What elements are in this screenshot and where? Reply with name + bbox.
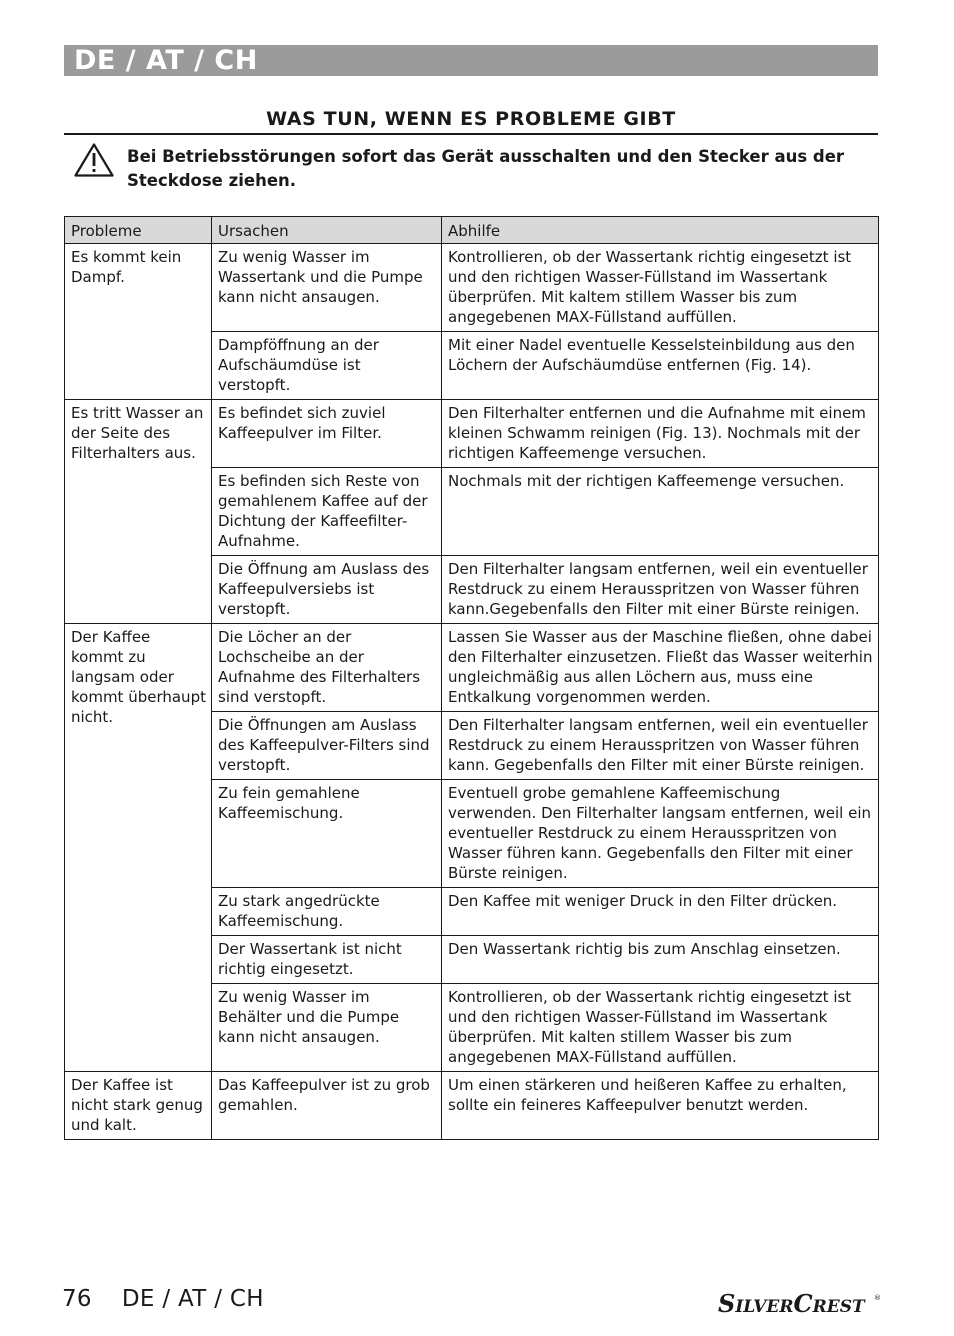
remedy-cell: Eventuell grobe gemahlene Kaffeemischung verwenden. Den Filterhalter langsam entfernen, weil ein eventueller Restdruck zu einem Herausspritzen von Wasser führen kann. Gegebenfalls den Filter mit einer Bürste reinigen.	[442, 780, 879, 888]
column-header-problems: Probleme	[65, 217, 212, 244]
table-row	[65, 1072, 879, 1140]
table-row	[65, 244, 879, 332]
table-row	[65, 624, 879, 712]
remedy-cell: Lassen Sie Wasser aus der Maschine fließen, ohne dabei den Filterhalter einzusetzen. Fließt das Wasser weiterhin ungleichmäßig aus allen Löchern aus, muss eine Entkalkung vorgenommen werden.	[442, 624, 879, 712]
cause-cell: Dampföffnung an der Aufschäumdüse ist verstopft.	[212, 332, 442, 400]
table-header-row	[65, 217, 879, 244]
remedy-cell: Den Wassertank richtig bis zum Anschlag einsetzen.	[442, 936, 879, 984]
cause-cell: Zu stark angedrückte Kaffeemischung.	[212, 888, 442, 936]
problem-cell: Der Kaffee kommt zu langsam oder kommt überhaupt nicht.	[65, 624, 212, 1072]
cause-cell: Die Öffnung am Auslass des Kaffeepulversiebs ist verstopft.	[212, 556, 442, 624]
cause-cell: Es befindet sich zuviel Kaffeepulver im Filter.	[212, 400, 442, 468]
page-number: 76	[62, 1286, 92, 1312]
remedy-cell: Den Filterhalter langsam entfernen, weil ein eventueller Restdruck zu einem Herausspritzen von Wasser führen kann.Gegebenfalls den Filter mit einer Bürste reinigen.	[442, 556, 879, 624]
remedy-cell: Um einen stärkeren und heißeren Kaffee zu erhalten, sollte ein feineres Kaffeepulver benutzt werden.	[442, 1072, 879, 1140]
cause-cell: Zu wenig Wasser im Wassertank und die Pumpe kann nicht ansaugen.	[212, 244, 442, 332]
cause-cell: Das Kaffeepulver ist zu grob gemahlen.	[212, 1072, 442, 1140]
cause-cell: Zu wenig Wasser im Behälter und die Pumpe kann nicht ansaugen.	[212, 984, 442, 1072]
remedy-cell: Den Kaffee mit weniger Druck in den Filter drücken.	[442, 888, 879, 936]
section-title: WAS TUN, WENN ES PROBLEME GIBT	[266, 108, 676, 130]
cause-cell: Zu fein gemahlene Kaffeemischung.	[212, 780, 442, 888]
column-header-remedy: Abhilfe	[442, 217, 879, 244]
remedy-cell: Kontrollieren, ob der Wassertank richtig eingesetzt ist und den richtigen Wasser-Füllstand im Wassertank überprüfen. Mit kaltem stillem Wasser bis zum angegebenen MAX-Füllstand auffüllen.	[442, 244, 879, 332]
remedy-cell: Den Filterhalter langsam entfernen, weil ein eventueller Restdruck zu einem Herausspritzen von Wasser führen kann. Gegebenfalls den Filter mit einer Bürste reinigen.	[442, 712, 879, 780]
troubleshooting-table	[64, 216, 879, 1140]
remedy-cell: Nochmals mit der richtigen Kaffeemenge versuchen.	[442, 468, 879, 556]
header-bar	[64, 45, 878, 76]
problem-cell: Der Kaffee ist nicht stark genug und kalt.	[65, 1072, 212, 1140]
header-label: DE / AT / CH	[74, 45, 258, 76]
warning-text: Bei Betriebsstörungen sofort das Gerät ausschalten und den Stecker aus der Steckdose ziehen.	[127, 147, 845, 190]
table-row	[65, 400, 879, 468]
problem-cell: Es kommt kein Dampf.	[65, 244, 212, 400]
cause-cell: Die Löcher an der Lochscheibe an der Aufnahme des Filterhalters sind verstopft.	[212, 624, 442, 712]
svg-text:SILVERCREST: SILVERCREST	[718, 1290, 865, 1318]
svg-text:®: ®	[874, 1294, 881, 1302]
cause-cell: Der Wassertank ist nicht richtig eingesetzt.	[212, 936, 442, 984]
cause-cell: Es befinden sich Reste von gemahlenem Kaffee auf der Dichtung der Kaffeefilter-Aufnahme.	[212, 468, 442, 556]
page-footer	[62, 1286, 264, 1312]
remedy-cell: Kontrollieren, ob der Wassertank richtig eingesetzt ist und den richtigen Wasser-Füllstand im Wassertank überprüfen. Mit kalten stillem Wasser bis zum angegebenen MAX-Füllstand auffüllen.	[442, 984, 879, 1072]
footer-country: DE / AT / CH	[121, 1286, 264, 1312]
cause-cell: Die Öffnungen am Auslass des Kaffeepulver-Filters sind verstopft.	[212, 712, 442, 780]
column-header-causes: Ursachen	[212, 217, 442, 244]
remedy-cell: Mit einer Nadel eventuelle Kesselsteinbildung aus den Löchern der Aufschäumdüse entfernen (Fig. 14).	[442, 332, 879, 400]
remedy-cell: Den Filterhalter entfernen und die Aufnahme mit einem kleinen Schwamm reinigen (Fig. 13). Nochmals mit der richtigen Kaffeemenge versuchen.	[442, 400, 879, 468]
warning-icon	[74, 143, 114, 177]
silvercrest-logo	[718, 1290, 882, 1318]
problem-cell: Es tritt Wasser an der Seite des Filterhalters aus.	[65, 400, 212, 624]
title-rule	[64, 133, 878, 135]
